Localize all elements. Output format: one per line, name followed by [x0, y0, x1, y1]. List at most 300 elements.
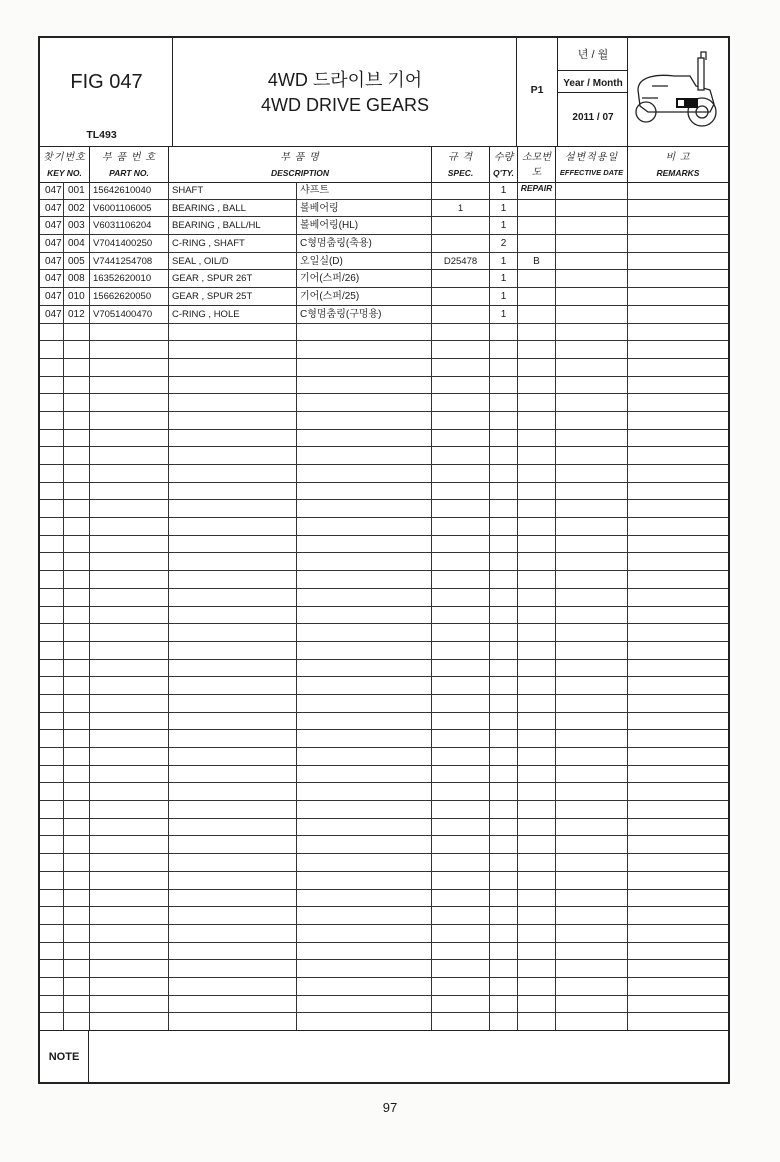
- col-qty: 수량 Q'TY.: [490, 146, 518, 182]
- cell-spec: [432, 1013, 490, 1030]
- cell-desc2: [297, 642, 432, 659]
- cell-rem: [628, 447, 728, 464]
- col-key-no: 찾기번호 KEY NO.: [40, 146, 90, 182]
- cell-desc2: [297, 978, 432, 995]
- cell-desc: [169, 377, 297, 394]
- cell-rep: [518, 677, 556, 694]
- cell-desc: [169, 447, 297, 464]
- cell-rep: [518, 217, 556, 234]
- cell-key1: [40, 713, 64, 730]
- empty-table-row: [40, 394, 728, 412]
- cell-qty: [490, 819, 518, 836]
- cell-rem: [628, 890, 728, 907]
- cell-spec: [432, 907, 490, 924]
- cell-eff: [556, 235, 628, 252]
- cell-qty: [490, 801, 518, 818]
- cell-rep: [518, 978, 556, 995]
- cell-spec: [432, 943, 490, 960]
- cell-key1: [40, 890, 64, 907]
- figure-number: FIG 047: [70, 71, 143, 93]
- cell-key1: [40, 943, 64, 960]
- cell-qty: [490, 695, 518, 712]
- cell-rem: [628, 288, 728, 305]
- cell-eff: [556, 783, 628, 800]
- cell-rep: [518, 536, 556, 553]
- cell-key2: [64, 748, 90, 765]
- cell-rem: [628, 270, 728, 287]
- cell-desc2: [297, 589, 432, 606]
- cell-rem: [628, 677, 728, 694]
- cell-part: [90, 394, 169, 411]
- cell-qty: 1: [490, 200, 518, 217]
- cell-key1: 047: [40, 306, 64, 323]
- cell-rem: [628, 430, 728, 447]
- cell-rep: [518, 306, 556, 323]
- cell-key2: [64, 783, 90, 800]
- cell-eff: [556, 713, 628, 730]
- cell-rem: [628, 836, 728, 853]
- cell-desc: [169, 341, 297, 358]
- note-section: [40, 1030, 728, 1083]
- empty-table-row: [40, 483, 728, 501]
- cell-eff: [556, 200, 628, 217]
- cell-qty: [490, 447, 518, 464]
- cell-rem: [628, 748, 728, 765]
- cell-key1: [40, 412, 64, 429]
- cell-spec: [432, 553, 490, 570]
- cell-desc2: [297, 447, 432, 464]
- cell-key1: [40, 801, 64, 818]
- cell-spec: [432, 713, 490, 730]
- cell-spec: [432, 430, 490, 447]
- cell-key2: [64, 430, 90, 447]
- cell-key2: 004: [64, 235, 90, 252]
- cell-key1: [40, 695, 64, 712]
- cell-key2: [64, 695, 90, 712]
- cell-qty: [490, 500, 518, 517]
- cell-spec: [432, 960, 490, 977]
- cell-eff: [556, 553, 628, 570]
- page-cell: [517, 38, 628, 146]
- cell-rep: [518, 571, 556, 588]
- cell-part: [90, 819, 169, 836]
- cell-rem: [628, 730, 728, 747]
- cell-key2: [64, 907, 90, 924]
- cell-qty: [490, 430, 518, 447]
- cell-rep: [518, 341, 556, 358]
- cell-rep: [518, 607, 556, 624]
- cell-rep: [518, 730, 556, 747]
- cell-key1: [40, 819, 64, 836]
- cell-part: 16352620010: [90, 270, 169, 287]
- cell-desc2: 볼베어링(HL): [297, 217, 432, 234]
- cell-desc2: [297, 766, 432, 783]
- cell-desc: [169, 890, 297, 907]
- cell-rem: [628, 854, 728, 871]
- cell-desc2: [297, 341, 432, 358]
- cell-desc2: [297, 819, 432, 836]
- cell-key1: [40, 483, 64, 500]
- col-remarks: 비 고 REMARKS: [656, 152, 700, 178]
- empty-table-row: [40, 607, 728, 625]
- cell-desc: [169, 660, 297, 677]
- cell-rep: [518, 819, 556, 836]
- cell-key1: [40, 624, 64, 641]
- cell-desc2: [297, 836, 432, 853]
- cell-desc: SHAFT: [169, 182, 297, 199]
- empty-table-row: [40, 996, 728, 1014]
- cell-eff: [556, 1013, 628, 1030]
- cell-spec: [432, 394, 490, 411]
- cell-desc2: C형멈춤링(축용): [297, 235, 432, 252]
- cell-rep: [518, 660, 556, 677]
- cell-desc: [169, 500, 297, 517]
- cell-desc: GEAR , SPUR 26T: [169, 270, 297, 287]
- cell-eff: [556, 677, 628, 694]
- cell-spec: [432, 872, 490, 889]
- cell-key2: [64, 960, 90, 977]
- cell-eff: [556, 642, 628, 659]
- cell-spec: [432, 996, 490, 1013]
- cell-desc: [169, 925, 297, 942]
- cell-key2: [64, 483, 90, 500]
- cell-spec: [432, 660, 490, 677]
- cell-qty: [490, 748, 518, 765]
- cell-desc: BEARING , BALL/HL: [169, 217, 297, 234]
- cell-qty: [490, 660, 518, 677]
- cell-desc2: [297, 518, 432, 535]
- cell-rep: [518, 642, 556, 659]
- cell-rep: [518, 447, 556, 464]
- cell-spec: [432, 607, 490, 624]
- cell-qty: [490, 677, 518, 694]
- cell-rep: [518, 412, 556, 429]
- cell-spec: [432, 642, 490, 659]
- cell-spec: [432, 306, 490, 323]
- cell-eff: [556, 890, 628, 907]
- cell-eff: [556, 253, 628, 270]
- cell-desc: [169, 819, 297, 836]
- cell-desc: [169, 536, 297, 553]
- parts-list-sheet: [38, 36, 730, 1084]
- cell-key1: [40, 642, 64, 659]
- cell-desc: [169, 483, 297, 500]
- empty-table-row: [40, 819, 728, 837]
- cell-key2: [64, 713, 90, 730]
- cell-desc: [169, 394, 297, 411]
- cell-spec: 1: [432, 200, 490, 217]
- empty-table-row: [40, 536, 728, 554]
- cell-rem: [628, 766, 728, 783]
- cell-eff: [556, 270, 628, 287]
- cell-part: [90, 943, 169, 960]
- cell-key2: 002: [64, 200, 90, 217]
- cell-key1: [40, 536, 64, 553]
- empty-table-row: [40, 960, 728, 978]
- cell-key2: 012: [64, 306, 90, 323]
- cell-rem: [628, 571, 728, 588]
- empty-table-row: [40, 1013, 728, 1031]
- cell-key1: [40, 394, 64, 411]
- cell-spec: [432, 412, 490, 429]
- cell-rem: [628, 695, 728, 712]
- cell-rem: [628, 925, 728, 942]
- cell-qty: [490, 553, 518, 570]
- cell-key2: [64, 978, 90, 995]
- cell-desc2: [297, 960, 432, 977]
- cell-part: [90, 359, 169, 376]
- cell-rem: [628, 624, 728, 641]
- cell-desc: [169, 359, 297, 376]
- cell-spec: [432, 217, 490, 234]
- cell-part: [90, 341, 169, 358]
- cell-eff: [556, 836, 628, 853]
- cell-eff: [556, 483, 628, 500]
- cell-rem: [628, 182, 728, 199]
- cell-part: [90, 907, 169, 924]
- cell-desc: GEAR , SPUR 25T: [169, 288, 297, 305]
- cell-rep: [518, 783, 556, 800]
- cell-desc: [169, 412, 297, 429]
- cell-rem: [628, 960, 728, 977]
- cell-desc2: [297, 854, 432, 871]
- cell-key1: [40, 872, 64, 889]
- page-number: 97: [382, 1100, 398, 1115]
- cell-desc: [169, 748, 297, 765]
- cell-eff: [556, 925, 628, 942]
- cell-part: [90, 536, 169, 553]
- cell-desc: [169, 978, 297, 995]
- cell-key2: [64, 500, 90, 517]
- cell-rem: [628, 324, 728, 341]
- cell-part: [90, 553, 169, 570]
- cell-eff: [556, 324, 628, 341]
- cell-part: [90, 783, 169, 800]
- cell-spec: [432, 854, 490, 871]
- cell-rem: [628, 642, 728, 659]
- cell-key2: [64, 660, 90, 677]
- cell-key1: [40, 660, 64, 677]
- cell-part: [90, 607, 169, 624]
- cell-key2: [64, 890, 90, 907]
- cell-key2: [64, 465, 90, 482]
- cell-qty: [490, 518, 518, 535]
- col-effective-date: 설변적용일 EFFECTIVE DATE: [556, 146, 628, 182]
- cell-key1: [40, 996, 64, 1013]
- cell-key1: [40, 730, 64, 747]
- cell-rem: [628, 907, 728, 924]
- cell-desc: [169, 624, 297, 641]
- cell-qty: [490, 872, 518, 889]
- cell-qty: [490, 571, 518, 588]
- cell-rem: [628, 607, 728, 624]
- cell-key1: [40, 960, 64, 977]
- cell-spec: [432, 836, 490, 853]
- year-month-box: [557, 38, 628, 146]
- cell-key2: [64, 377, 90, 394]
- cell-desc2: [297, 695, 432, 712]
- cell-rep: [518, 713, 556, 730]
- cell-key2: [64, 872, 90, 889]
- cell-spec: [432, 288, 490, 305]
- cell-qty: 1: [490, 253, 518, 270]
- cell-rem: [628, 500, 728, 517]
- cell-spec: [432, 235, 490, 252]
- cell-part: [90, 430, 169, 447]
- cell-spec: [432, 730, 490, 747]
- cell-spec: [432, 536, 490, 553]
- cell-desc: BEARING , BALL: [169, 200, 297, 217]
- cell-desc: [169, 518, 297, 535]
- cell-eff: [556, 607, 628, 624]
- table-row: [40, 306, 728, 324]
- table-row: [40, 200, 728, 218]
- cell-desc: C-RING , SHAFT: [169, 235, 297, 252]
- cell-desc2: [297, 394, 432, 411]
- note-area: [88, 1031, 728, 1083]
- cell-rep: [518, 943, 556, 960]
- cell-desc2: [297, 925, 432, 942]
- cell-rep: [518, 483, 556, 500]
- cell-rem: [628, 235, 728, 252]
- cell-eff: [556, 978, 628, 995]
- cell-eff: [556, 960, 628, 977]
- cell-desc: [169, 430, 297, 447]
- year-month-english: Year / Month: [563, 78, 623, 89]
- cell-part: [90, 978, 169, 995]
- cell-rep: [518, 518, 556, 535]
- cell-eff: [556, 377, 628, 394]
- cell-eff: [556, 571, 628, 588]
- cell-qty: [490, 394, 518, 411]
- cell-key1: [40, 607, 64, 624]
- sheet-header: [40, 38, 728, 147]
- cell-part: [90, 925, 169, 942]
- empty-table-row: [40, 324, 728, 342]
- note-label: NOTE: [40, 1031, 89, 1083]
- cell-rep: [518, 695, 556, 712]
- cell-eff: [556, 624, 628, 641]
- cell-spec: [432, 465, 490, 482]
- cell-qty: [490, 324, 518, 341]
- cell-rep: [518, 748, 556, 765]
- cell-qty: [490, 907, 518, 924]
- empty-table-row: [40, 430, 728, 448]
- cell-spec: [432, 890, 490, 907]
- cell-key2: [64, 324, 90, 341]
- cell-key1: [40, 553, 64, 570]
- table-row: [40, 270, 728, 288]
- cell-eff: [556, 306, 628, 323]
- cell-rem: [628, 1013, 728, 1030]
- empty-table-row: [40, 341, 728, 359]
- cell-key1: 047: [40, 270, 64, 287]
- cell-eff: [556, 288, 628, 305]
- cell-qty: [490, 713, 518, 730]
- cell-key2: [64, 518, 90, 535]
- empty-table-row: [40, 500, 728, 518]
- cell-desc: [169, 465, 297, 482]
- cell-eff: [556, 182, 628, 199]
- cell-key2: [64, 589, 90, 606]
- empty-table-row: [40, 465, 728, 483]
- cell-spec: [432, 341, 490, 358]
- cell-rep: [518, 836, 556, 853]
- cell-desc2: [297, 359, 432, 376]
- cell-eff: [556, 359, 628, 376]
- cell-desc2: 기어(스퍼/25): [297, 288, 432, 305]
- cell-rep: [518, 872, 556, 889]
- cell-key1: [40, 783, 64, 800]
- cell-key1: [40, 589, 64, 606]
- cell-key1: [40, 430, 64, 447]
- empty-table-row: [40, 890, 728, 908]
- cell-part: [90, 483, 169, 500]
- table-row: [40, 217, 728, 235]
- cell-rem: [628, 589, 728, 606]
- cell-rep: [518, 925, 556, 942]
- cell-rem: [628, 783, 728, 800]
- cell-rem: [628, 872, 728, 889]
- table-row: [40, 253, 728, 271]
- cell-part: [90, 500, 169, 517]
- cell-key1: [40, 925, 64, 942]
- empty-table-row: [40, 412, 728, 430]
- empty-table-row: [40, 660, 728, 678]
- cell-qty: [490, 412, 518, 429]
- cell-rem: [628, 943, 728, 960]
- cell-key1: [40, 571, 64, 588]
- col-description: 부 품 명 DESCRIPTION: [169, 146, 432, 182]
- cell-part: [90, 713, 169, 730]
- cell-spec: [432, 925, 490, 942]
- cell-qty: 2: [490, 235, 518, 252]
- col-part-no: 부 품 번 호 PART NO.: [90, 146, 169, 182]
- cell-part: [90, 766, 169, 783]
- cell-key2: 003: [64, 217, 90, 234]
- cell-qty: [490, 836, 518, 853]
- cell-key1: 047: [40, 235, 64, 252]
- cell-spec: [432, 359, 490, 376]
- cell-desc2: [297, 730, 432, 747]
- empty-table-row: [40, 359, 728, 377]
- cell-desc: C-RING , HOLE: [169, 306, 297, 323]
- cell-key2: [64, 341, 90, 358]
- title-cell: [173, 38, 517, 146]
- cell-key1: [40, 341, 64, 358]
- cell-desc2: [297, 660, 432, 677]
- cell-rem: [628, 217, 728, 234]
- cell-key2: 005: [64, 253, 90, 270]
- cell-rep: [518, 907, 556, 924]
- cell-spec: [432, 483, 490, 500]
- cell-desc: [169, 607, 297, 624]
- cell-qty: [490, 766, 518, 783]
- cell-qty: 1: [490, 270, 518, 287]
- cell-key1: [40, 677, 64, 694]
- cell-spec: [432, 324, 490, 341]
- cell-eff: [556, 430, 628, 447]
- cell-key2: [64, 730, 90, 747]
- cell-desc2: [297, 412, 432, 429]
- title-korean: 4WD 드라이브 기어: [267, 70, 423, 90]
- cell-key2: [64, 607, 90, 624]
- cell-key1: [40, 766, 64, 783]
- cell-desc2: 볼베어링: [297, 200, 432, 217]
- cell-qty: [490, 854, 518, 871]
- cell-key1: [40, 854, 64, 871]
- empty-table-row: [40, 854, 728, 872]
